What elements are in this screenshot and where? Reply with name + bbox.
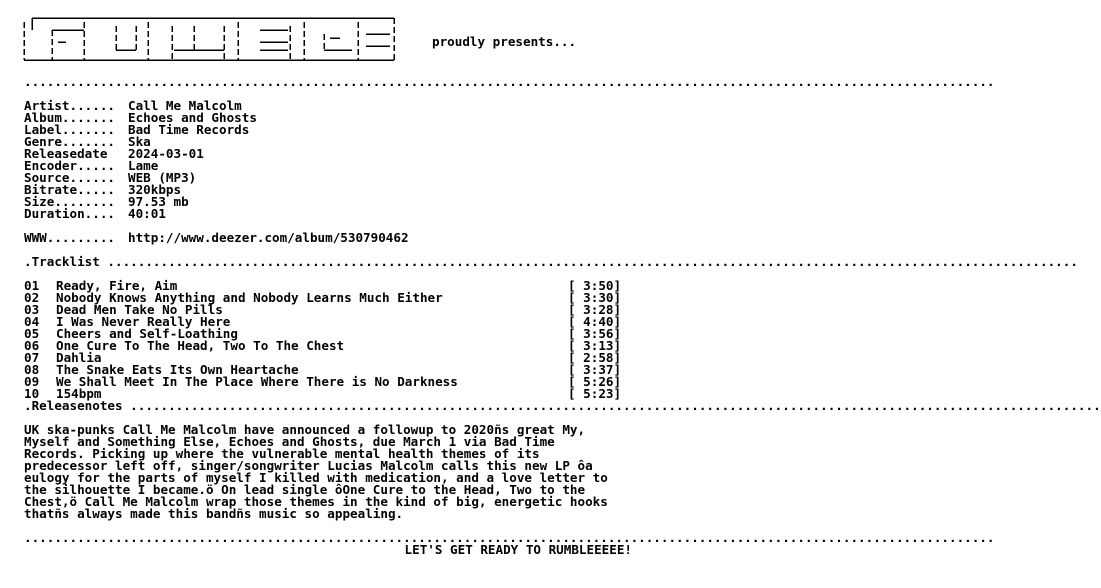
track-title: I Was Never Really Here — [56, 314, 231, 329]
track-number: 03 — [24, 302, 40, 317]
www-link[interactable]: http://www.deezer.com/album/530790462 — [128, 230, 409, 245]
notes-line: eulogy for the parts of myself I killed with medication, and a love letter to — [24, 470, 608, 485]
info-value: 320kbps — [128, 182, 182, 197]
track-title: Dahlia — [56, 350, 102, 365]
track-number: 08 — [24, 362, 40, 377]
track-duration: [ 2:58] — [568, 350, 622, 365]
tracklist-title: .Tracklist — [24, 254, 100, 269]
track-title: We Shall Meet In The Place Where There is No Darkness — [56, 374, 458, 389]
track-number: 06 — [24, 338, 40, 353]
divider: ................................................................................................................................ — [24, 530, 995, 545]
release-notes — [24, 424, 644, 520]
info-label: Bitrate..... — [24, 182, 115, 197]
track-number: 07 — [24, 350, 40, 365]
info-value: WEB (MP3) — [128, 170, 197, 185]
track-duration: [ 3:37] — [568, 362, 622, 377]
info-row — [24, 100, 644, 112]
track-title: Dead Men Take No Pills — [56, 302, 223, 317]
track-number: 10 — [24, 386, 40, 401]
track-title: Nobody Knows Anything and Nobody Learns Much Either — [56, 290, 443, 305]
info-row — [24, 208, 644, 220]
divider: ................................................................................................................................ — [107, 254, 1078, 269]
info-row — [24, 160, 644, 172]
presents-text: proudly presents... — [432, 34, 577, 49]
track-number: 01 — [24, 278, 40, 293]
info-label: Label....... — [24, 122, 115, 137]
track-title: One Cure To The Head, Two To The Chest — [56, 338, 345, 353]
track-duration: [ 5:26] — [568, 374, 622, 389]
track-duration: [ 3:56] — [568, 326, 622, 341]
track-duration: [ 3:13] — [568, 338, 622, 353]
track-number: 05 — [24, 326, 40, 341]
divider: ................................................................................................................................ — [24, 74, 995, 89]
tracklist — [24, 280, 644, 400]
www-label: WWW......... — [24, 230, 115, 245]
track-title: Ready, Fire, Aim — [56, 278, 178, 293]
track-duration: [ 3:28] — [568, 302, 622, 317]
track-row — [24, 340, 644, 352]
info-value: Echoes and Ghosts — [128, 110, 257, 125]
track-title: The Snake Eats Its Own Heartache — [56, 362, 299, 377]
tracklist-header — [24, 254, 1078, 269]
info-value: Lame — [128, 158, 159, 173]
track-number: 02 — [24, 290, 40, 305]
footer-slogan: LET'S GET READY TO RUMBLEEEEE! — [404, 542, 632, 557]
notes-line: Records. Picking up where the vulnerable mental health themes of its — [24, 446, 540, 461]
track-duration: [ 5:23] — [568, 386, 622, 401]
info-row — [24, 148, 644, 160]
info-label: Artist...... — [24, 98, 115, 113]
info-row — [24, 172, 644, 184]
info-value: Ska — [128, 134, 151, 149]
info-row — [24, 184, 644, 196]
notes-line: thatñs always made this bandñs music so appealing. — [24, 506, 404, 521]
notes-line: the silhouette I became.ö On lead single ôOne Cure to the Head, Two to the — [24, 482, 586, 497]
releasenotes-header — [24, 398, 1101, 413]
track-duration: [ 4:40] — [568, 314, 622, 329]
notes-line: predecessor left off, singer/songwriter Lucias Malcolm calls this new LP ôa — [24, 458, 593, 473]
track-duration: [ 3:50] — [568, 278, 622, 293]
header — [24, 16, 644, 64]
track-title: Cheers and Self-Loathing — [56, 326, 238, 341]
info-label: Size........ — [24, 194, 115, 209]
rumble-ascii-logo — [24, 16, 424, 64]
info-label: Genre....... — [24, 134, 115, 149]
nfo-document — [24, 16, 1101, 557]
info-label: Encoder..... — [24, 158, 115, 173]
track-title: 154bpm — [56, 386, 102, 401]
footer — [24, 544, 632, 556]
info-row — [24, 196, 644, 208]
notes-line: Myself and Something Else, Echoes and Ghosts, due March 1 via Bad Time — [24, 434, 555, 449]
info-row — [24, 112, 644, 124]
info-value: 40:01 — [128, 206, 166, 221]
track-row — [24, 376, 644, 388]
www-row — [24, 232, 644, 244]
info-row — [24, 136, 644, 148]
info-value: Call Me Malcolm — [128, 98, 242, 113]
info-label: Album....... — [24, 110, 115, 125]
info-value: 97.53 mb — [128, 194, 189, 209]
info-value: 2024-03-01 — [128, 146, 204, 161]
track-number: 04 — [24, 314, 40, 329]
notes-line: Chest,ö Call Me Malcolm wrap those themes in the kind of big, energetic hooks — [24, 494, 608, 509]
info-row — [24, 124, 644, 136]
notes-line: UK ska-punks Call Me Malcolm have announced a followup to 2020ñs great My, — [24, 422, 586, 437]
info-value: Bad Time Records — [128, 122, 250, 137]
track-duration: [ 3:30] — [568, 290, 622, 305]
info-label: Duration.... — [24, 206, 115, 221]
divider: ................................................................................................................................ — [130, 398, 1101, 413]
releasenotes-title: .Releasenotes — [24, 398, 123, 413]
track-number: 09 — [24, 374, 40, 389]
release-info — [24, 100, 644, 220]
info-label: Source...... — [24, 170, 115, 185]
info-label: Releasedate — [24, 146, 108, 161]
